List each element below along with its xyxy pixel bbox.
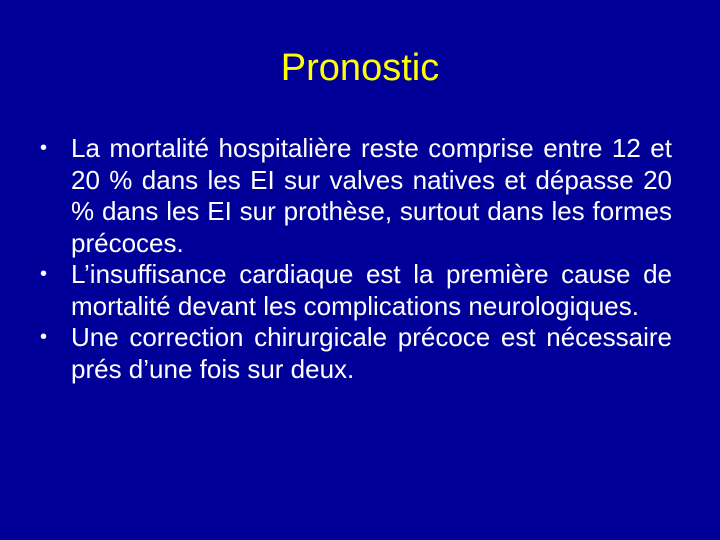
slide-title: Pronostic (280, 47, 440, 89)
bullet-item-heart-failure (40, 259, 672, 322)
bullet-icon: • (40, 137, 48, 159)
bullet-item-mortality (40, 133, 672, 259)
bullet-item-surgery (40, 322, 672, 385)
bullet-icon: • (40, 263, 48, 285)
bullet-list (40, 133, 672, 385)
bullet-text: La mortalité hospitalière reste comprise entre 12 et 20 % dans les EI sur valves natives et dépasse 20 % dans les EI sur prothèse, surtout dans les formes précoces. (71, 133, 672, 258)
bullet-text: L’insuffisance cardiaque est la première cause de mortalité devant les complications neurologiques. (71, 259, 672, 321)
bullet-text: Une correction chirurgicale précoce est nécessaire prés d’une fois sur deux. (71, 322, 672, 384)
bullet-icon: • (40, 326, 48, 348)
